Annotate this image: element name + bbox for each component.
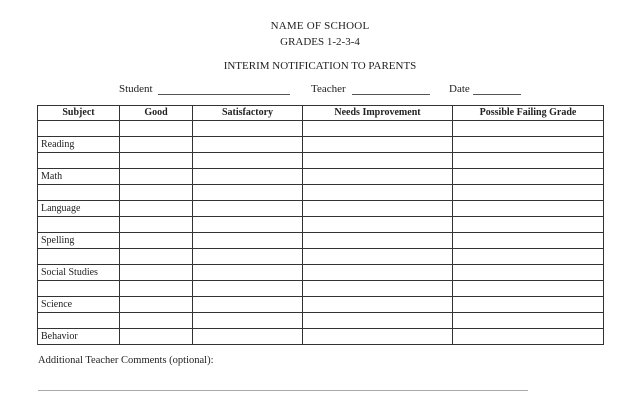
table-cell[interactable] xyxy=(303,169,453,185)
table-row xyxy=(38,297,604,313)
subject-science: Science xyxy=(38,297,120,313)
subject-reading: Reading xyxy=(38,137,120,153)
header-subject: Subject xyxy=(38,106,120,121)
subject-behavior: Behavior xyxy=(38,329,120,345)
table-row xyxy=(38,329,604,345)
table-cell[interactable] xyxy=(303,329,453,345)
table-cell[interactable] xyxy=(303,217,453,233)
table-row xyxy=(38,265,604,281)
table-cell[interactable] xyxy=(120,313,193,329)
table-cell[interactable] xyxy=(453,153,604,169)
teacher-field-line[interactable] xyxy=(352,94,430,95)
table-cell[interactable] xyxy=(120,329,193,345)
table-cell[interactable] xyxy=(303,153,453,169)
table-cell[interactable] xyxy=(453,249,604,265)
table-cell[interactable] xyxy=(453,217,604,233)
table-cell[interactable] xyxy=(38,153,120,169)
table-cell[interactable] xyxy=(120,265,193,281)
table-cell[interactable] xyxy=(120,201,193,217)
table-cell[interactable] xyxy=(193,281,303,297)
table-cell[interactable] xyxy=(303,201,453,217)
table-cell[interactable] xyxy=(193,233,303,249)
table-cell[interactable] xyxy=(193,137,303,153)
table-cell[interactable] xyxy=(120,121,193,137)
table-cell[interactable] xyxy=(193,153,303,169)
table-cell[interactable] xyxy=(303,233,453,249)
table-row xyxy=(38,249,604,265)
table-cell[interactable] xyxy=(38,217,120,233)
table-cell[interactable] xyxy=(453,313,604,329)
table-cell[interactable] xyxy=(193,217,303,233)
table-cell[interactable] xyxy=(193,249,303,265)
subject-spelling: Spelling xyxy=(38,233,120,249)
teacher-label: Teacher xyxy=(311,83,346,95)
table-cell[interactable] xyxy=(120,281,193,297)
table-cell[interactable] xyxy=(453,169,604,185)
header-possible-failing-grade: Possible Failing Grade xyxy=(453,106,604,121)
header-satisfactory: Satisfactory xyxy=(193,106,303,121)
table-row xyxy=(38,137,604,153)
table-cell[interactable] xyxy=(303,121,453,137)
table-cell[interactable] xyxy=(303,249,453,265)
table-cell[interactable] xyxy=(453,297,604,313)
table-cell[interactable] xyxy=(120,153,193,169)
table-cell[interactable] xyxy=(38,249,120,265)
table-cell[interactable] xyxy=(120,233,193,249)
table-cell[interactable] xyxy=(193,169,303,185)
table-row xyxy=(38,233,604,249)
table-cell[interactable] xyxy=(120,217,193,233)
table-cell[interactable] xyxy=(453,265,604,281)
table-cell[interactable] xyxy=(120,185,193,201)
table-cell[interactable] xyxy=(453,233,604,249)
table-cell[interactable] xyxy=(120,297,193,313)
table-cell[interactable] xyxy=(303,281,453,297)
table-cell[interactable] xyxy=(193,201,303,217)
table-cell[interactable] xyxy=(193,329,303,345)
grades-line: GRADES 1-2-3-4 xyxy=(280,36,360,48)
table-cell[interactable] xyxy=(453,121,604,137)
table-cell[interactable] xyxy=(193,297,303,313)
table-row xyxy=(38,201,604,217)
table-row xyxy=(38,121,604,137)
table-cell[interactable] xyxy=(38,313,120,329)
student-field-line[interactable] xyxy=(158,94,290,95)
grades-table xyxy=(37,105,604,345)
table-cell[interactable] xyxy=(120,249,193,265)
table-cell[interactable] xyxy=(120,169,193,185)
table-header-row xyxy=(38,106,604,121)
table-cell[interactable] xyxy=(453,185,604,201)
table-row xyxy=(38,185,604,201)
table-row xyxy=(38,217,604,233)
table-cell[interactable] xyxy=(303,265,453,281)
table-body xyxy=(38,121,604,345)
comments-field-line[interactable] xyxy=(38,390,528,391)
table-cell[interactable] xyxy=(303,297,453,313)
table-cell[interactable] xyxy=(453,201,604,217)
subject-math: Math xyxy=(38,169,120,185)
date-label: Date xyxy=(449,83,470,95)
subject-social-studies: Social Studies xyxy=(38,265,120,281)
table-cell[interactable] xyxy=(453,329,604,345)
table-row xyxy=(38,281,604,297)
table-row xyxy=(38,313,604,329)
table-cell[interactable] xyxy=(303,313,453,329)
table-cell[interactable] xyxy=(303,137,453,153)
form-title: INTERIM NOTIFICATION TO PARENTS xyxy=(223,60,417,72)
table-row xyxy=(38,153,604,169)
table-cell[interactable] xyxy=(193,185,303,201)
comments-label: Additional Teacher Comments (optional): xyxy=(38,355,214,366)
header-good: Good xyxy=(120,106,193,121)
table-row xyxy=(38,169,604,185)
student-info-row xyxy=(0,83,640,97)
student-label: Student xyxy=(119,83,153,95)
date-field-line[interactable] xyxy=(473,94,521,95)
school-name: NAME OF SCHOOL xyxy=(270,20,370,32)
header-needs-improvement: Needs Improvement xyxy=(303,106,453,121)
table-cell[interactable] xyxy=(38,185,120,201)
table-cell[interactable] xyxy=(193,265,303,281)
subject-language: Language xyxy=(38,201,120,217)
table-cell[interactable] xyxy=(453,281,604,297)
table-cell[interactable] xyxy=(453,137,604,153)
table-cell[interactable] xyxy=(193,313,303,329)
table-cell[interactable] xyxy=(38,121,120,137)
table-cell[interactable] xyxy=(38,281,120,297)
table-cell[interactable] xyxy=(193,121,303,137)
table-cell[interactable] xyxy=(120,137,193,153)
table-cell[interactable] xyxy=(303,185,453,201)
